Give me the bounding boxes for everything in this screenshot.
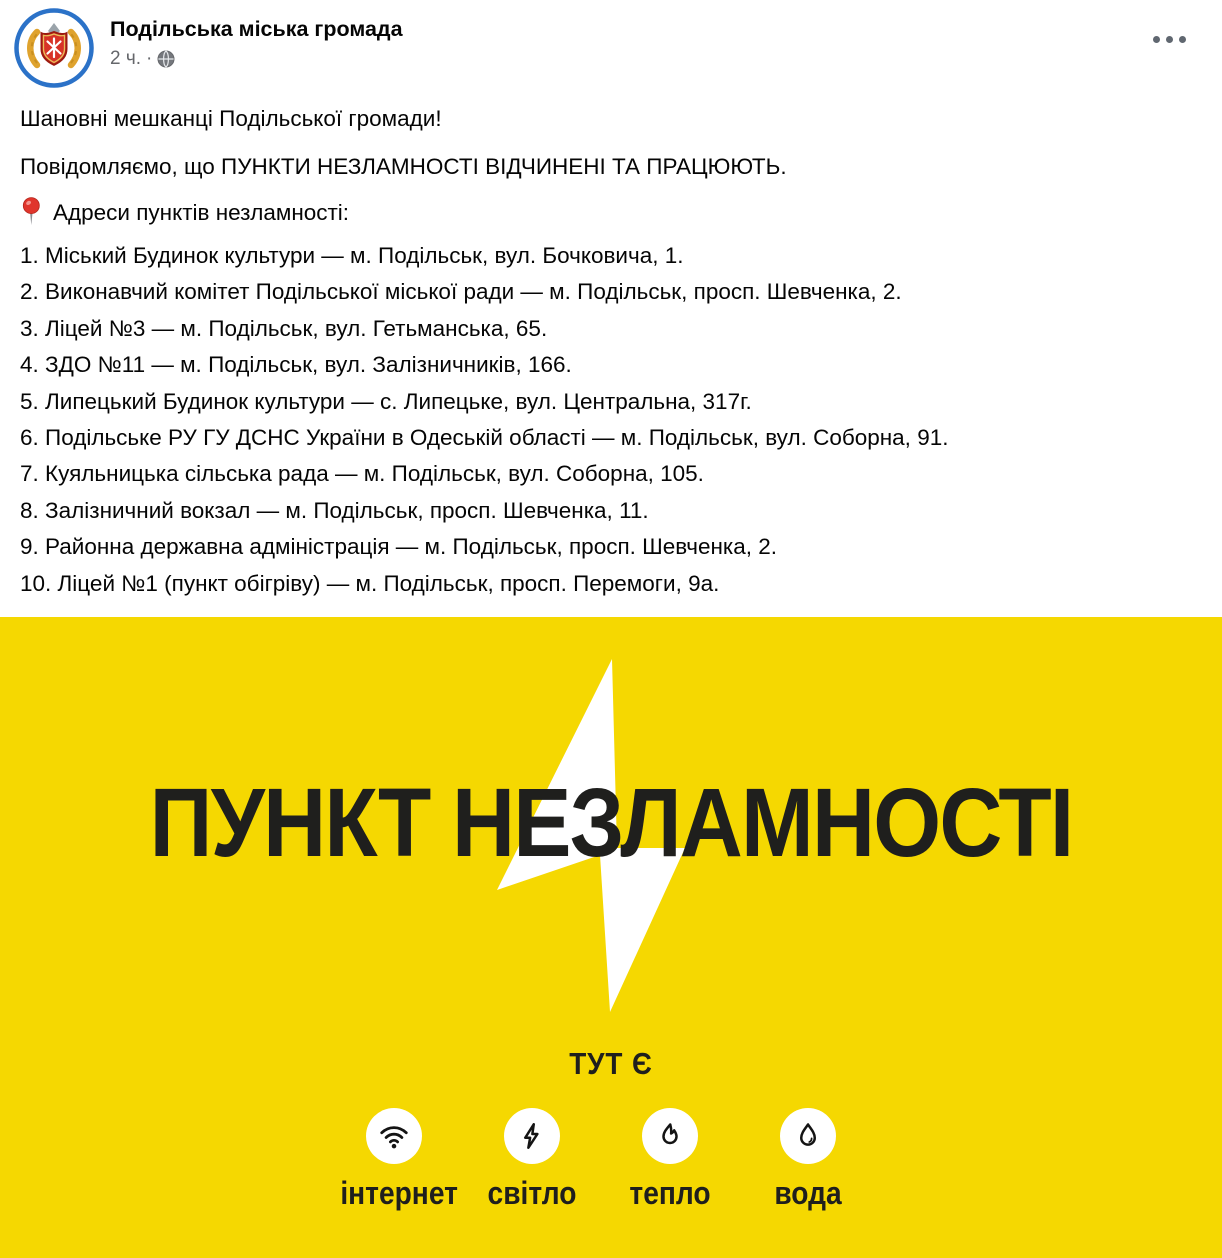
poster-title: ПУНКТ НЕЗЛАМНОСТІ xyxy=(149,768,1073,878)
header-text-block xyxy=(110,16,403,70)
amenity-light xyxy=(471,1108,593,1210)
flame-icon xyxy=(655,1121,685,1151)
amenity-water xyxy=(747,1108,869,1210)
ellipsis-icon xyxy=(1153,36,1160,43)
address-item: 10. Ліцей №1 (пункт обігріву) — м. Подільськ, просп. Перемоги, 9а. xyxy=(20,570,720,596)
address-item: 2. Виконавчий комітет Подільської міської ради — м. Подільськ, просп. Шевченка, 2. xyxy=(20,279,902,305)
address-list xyxy=(20,238,1202,602)
announcement-text: Повідомляємо, що ПУНКТИ НЕЗЛАМНОСТІ ВІДЧИНЕНІ ТА ПРАЦЮЮТЬ. xyxy=(20,154,787,179)
addresses-heading-label: Адреси пунктів незламності: xyxy=(53,200,350,225)
ellipsis-icon xyxy=(1179,36,1186,43)
bolt-icon xyxy=(517,1121,547,1151)
address-item: 6. Подільське РУ ГУ ДСНС України в Одеській області — м. Подільськ, вул. Соборна, 91. xyxy=(20,425,949,451)
globe-icon xyxy=(157,50,175,68)
address-item: 9. Районна державна адміністрація — м. Подільськ, просп. Шевченка, 2. xyxy=(20,534,778,560)
page-avatar[interactable] xyxy=(14,8,94,88)
page-name-link[interactable]: Подільська міська громада xyxy=(110,17,403,41)
address-item: 5. Липецький Будинок культури — с. Липецьке, вул. Центральна, 317г. xyxy=(20,388,752,414)
addresses-heading xyxy=(20,196,1202,229)
coat-of-arms-icon xyxy=(14,8,94,88)
water-drop-icon xyxy=(793,1121,823,1151)
post-body xyxy=(0,102,1222,602)
address-item: 4. ЗДО №11 — м. Подільськ, вул. Залізничників, 166. xyxy=(20,352,572,378)
amenity-label: світло xyxy=(487,1175,577,1212)
amenity-label: тепло xyxy=(629,1175,711,1212)
address-item: 7. Куяльницька сільська рада — м. Подільськ, вул. Соборна, 105. xyxy=(20,461,704,487)
icon-circle xyxy=(642,1108,698,1164)
post-header xyxy=(0,0,1222,96)
post-menu-button[interactable] xyxy=(1147,30,1192,49)
amenities-row xyxy=(0,1108,1212,1210)
amenity-label: вода xyxy=(774,1175,842,1212)
icon-circle xyxy=(780,1108,836,1164)
icon-circle xyxy=(504,1108,560,1164)
timestamp-link[interactable]: 2 ч. xyxy=(110,48,142,69)
amenity-internet xyxy=(333,1108,458,1212)
address-item: 1. Міський Будинок культури — м. Подільськ, вул. Бочковича, 1. xyxy=(20,243,684,268)
greeting-text: Шановні мешканці Подільської громади! xyxy=(20,106,442,131)
post-meta xyxy=(110,48,403,70)
icon-circle xyxy=(366,1108,422,1164)
post-image[interactable] xyxy=(0,617,1222,1258)
amenity-heat xyxy=(609,1108,731,1210)
address-item: 8. Залізничний вокзал — м. Подільськ, просп. Шевченка, 11. xyxy=(20,497,649,523)
ellipsis-icon xyxy=(1166,36,1173,43)
meta-separator: · xyxy=(146,48,153,69)
poster-subtitle: ТУТ Є xyxy=(569,1046,653,1082)
address-item: 3. Ліцей №3 — м. Подільськ, вул. Гетьманська, 65. xyxy=(20,315,548,341)
amenity-label: інтернет xyxy=(340,1175,458,1212)
wifi-icon xyxy=(378,1120,410,1152)
round-pushpin-icon xyxy=(20,197,43,226)
